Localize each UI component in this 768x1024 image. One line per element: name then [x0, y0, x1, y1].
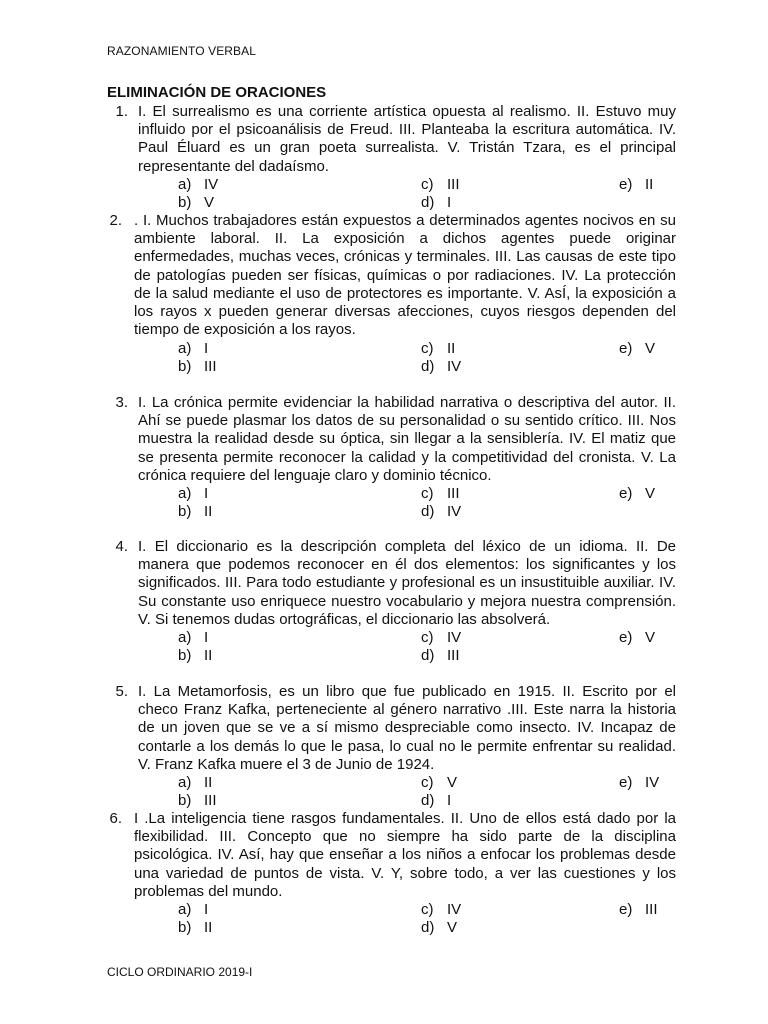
option-b: b) III [178, 792, 217, 809]
option-a: a) I [178, 629, 209, 646]
question-text: I. El surrealismo es una corriente artística opuesta al realismo. II. Estuvo muy influido por el psicoanálisis de Freud. III. Planteaba la escritura automática. IV. Paul Éluard es un gran poeta surrealista. V. Tristán Tzara, es el principal representante del dadaísmo. [138, 103, 676, 175]
question-number: 3. [115, 394, 128, 411]
option-b: b) II [178, 647, 213, 664]
option-d: d) I [421, 792, 452, 809]
option-e: e) V [619, 485, 656, 502]
option-a: a) I [178, 485, 209, 502]
question-text: I. La Metamorfosis, es un libro que fue publicado en 1915. II. Escrito por el checo Franz Kafka, perteneciente al género narrativo .III. Este narra la historia de un joven que se ve a sí mismo despreciable como insecto. IV. Incapaz de contarle a los demás lo que le pasa, lo cual no le permite enfrentar su realidad. V. Franz Kafka muere el 3 de Junio de 1924. [138, 683, 676, 773]
question-text: . I. Muchos trabajadores están expuestos a determinados agentes nocivos en su ambiente laboral. II. La exposición a dichos agentes puede originar enfermedades, muchas veces, crónicas y terminales. III. Las causas de este tipo de patologías pueden ser físicas, químicas o por radiaciones. IV. La protección de la salud mediante el uso de protectores es importante. V. AsÍ, la exposición a los rayos x pueden generar diversas afecciones, cuyos riesgos dependen del tiempo de exposición a los rayos. [134, 212, 676, 339]
question-text: I. El diccionario es la descripción completa del léxico de un idioma. II. De manera que podemos reconocer en él dos elementos: los significantes y los significados. III. Para todo estudiante y profesional es un insustituible auxiliar. IV. Su constante uso enriquece nuestro vocabulario y mejora nuestra comprensión. V. Si tenemos dudas ortográficas, el diccionario las absolverá. [138, 538, 676, 628]
option-e: e) V [619, 340, 656, 357]
question-number: 6. [109, 810, 122, 827]
option-c: c) IV [421, 901, 462, 918]
option-a: a) IV [178, 176, 219, 193]
option-d: d) III [421, 647, 460, 664]
option-a: a) I [178, 901, 209, 918]
option-d: d) I [421, 194, 452, 211]
option-c: c) IV [421, 629, 462, 646]
option-c: c) III [421, 176, 460, 193]
option-e: e) II [619, 176, 654, 193]
question-number: 4. [115, 538, 128, 555]
option-e: e) III [619, 901, 658, 918]
page-header: RAZONAMIENTO VERBAL [107, 44, 257, 58]
option-b: b) II [178, 919, 213, 936]
section-title: ELIMINACIÓN DE ORACIONES [107, 84, 327, 101]
option-c: c) III [421, 485, 460, 502]
option-d: d) IV [421, 503, 462, 520]
option-e: e) V [619, 629, 656, 646]
question-text: I .La inteligencia tiene rasgos fundamentales. II. Uno de ellos está dado por la flexibilidad. III. Concepto que no siempre ha sido parte de la disciplina psicológica. IV. Así, hay que enseñar a los niños a enfocar los problemas desde una variedad de puntos de vista. V. Y, sobre todo, a ver las cuestiones y los problemas del mundo. [134, 810, 676, 900]
option-c: c) V [421, 774, 458, 791]
question-number: 1. [115, 103, 128, 120]
option-c: c) II [421, 340, 456, 357]
question-number: 2. [109, 212, 122, 229]
option-a: a) II [178, 774, 213, 791]
page-footer: CICLO ORDINARIO 2019-I [107, 965, 253, 979]
option-d: d) IV [421, 358, 462, 375]
question-number: 5. [115, 683, 128, 700]
option-b: b) V [178, 194, 215, 211]
option-e: e) IV [619, 774, 660, 791]
option-b: b) II [178, 503, 213, 520]
option-b: b) III [178, 358, 217, 375]
option-a: a) I [178, 340, 209, 357]
option-d: d) V [421, 919, 458, 936]
question-text: I. La crónica permite evidenciar la habilidad narrativa o descriptiva del autor. II. Ahí se puede plasmar los datos de su personalidad o su sentido crítico. III. Nos muestra la realidad desde su óptica, sin llegar a la sensiblería. IV. El matiz que se presenta permite reconocer la calidad y la competitividad del cronista. V. La crónica requiere del lenguaje claro y dominio técnico. [138, 394, 676, 484]
